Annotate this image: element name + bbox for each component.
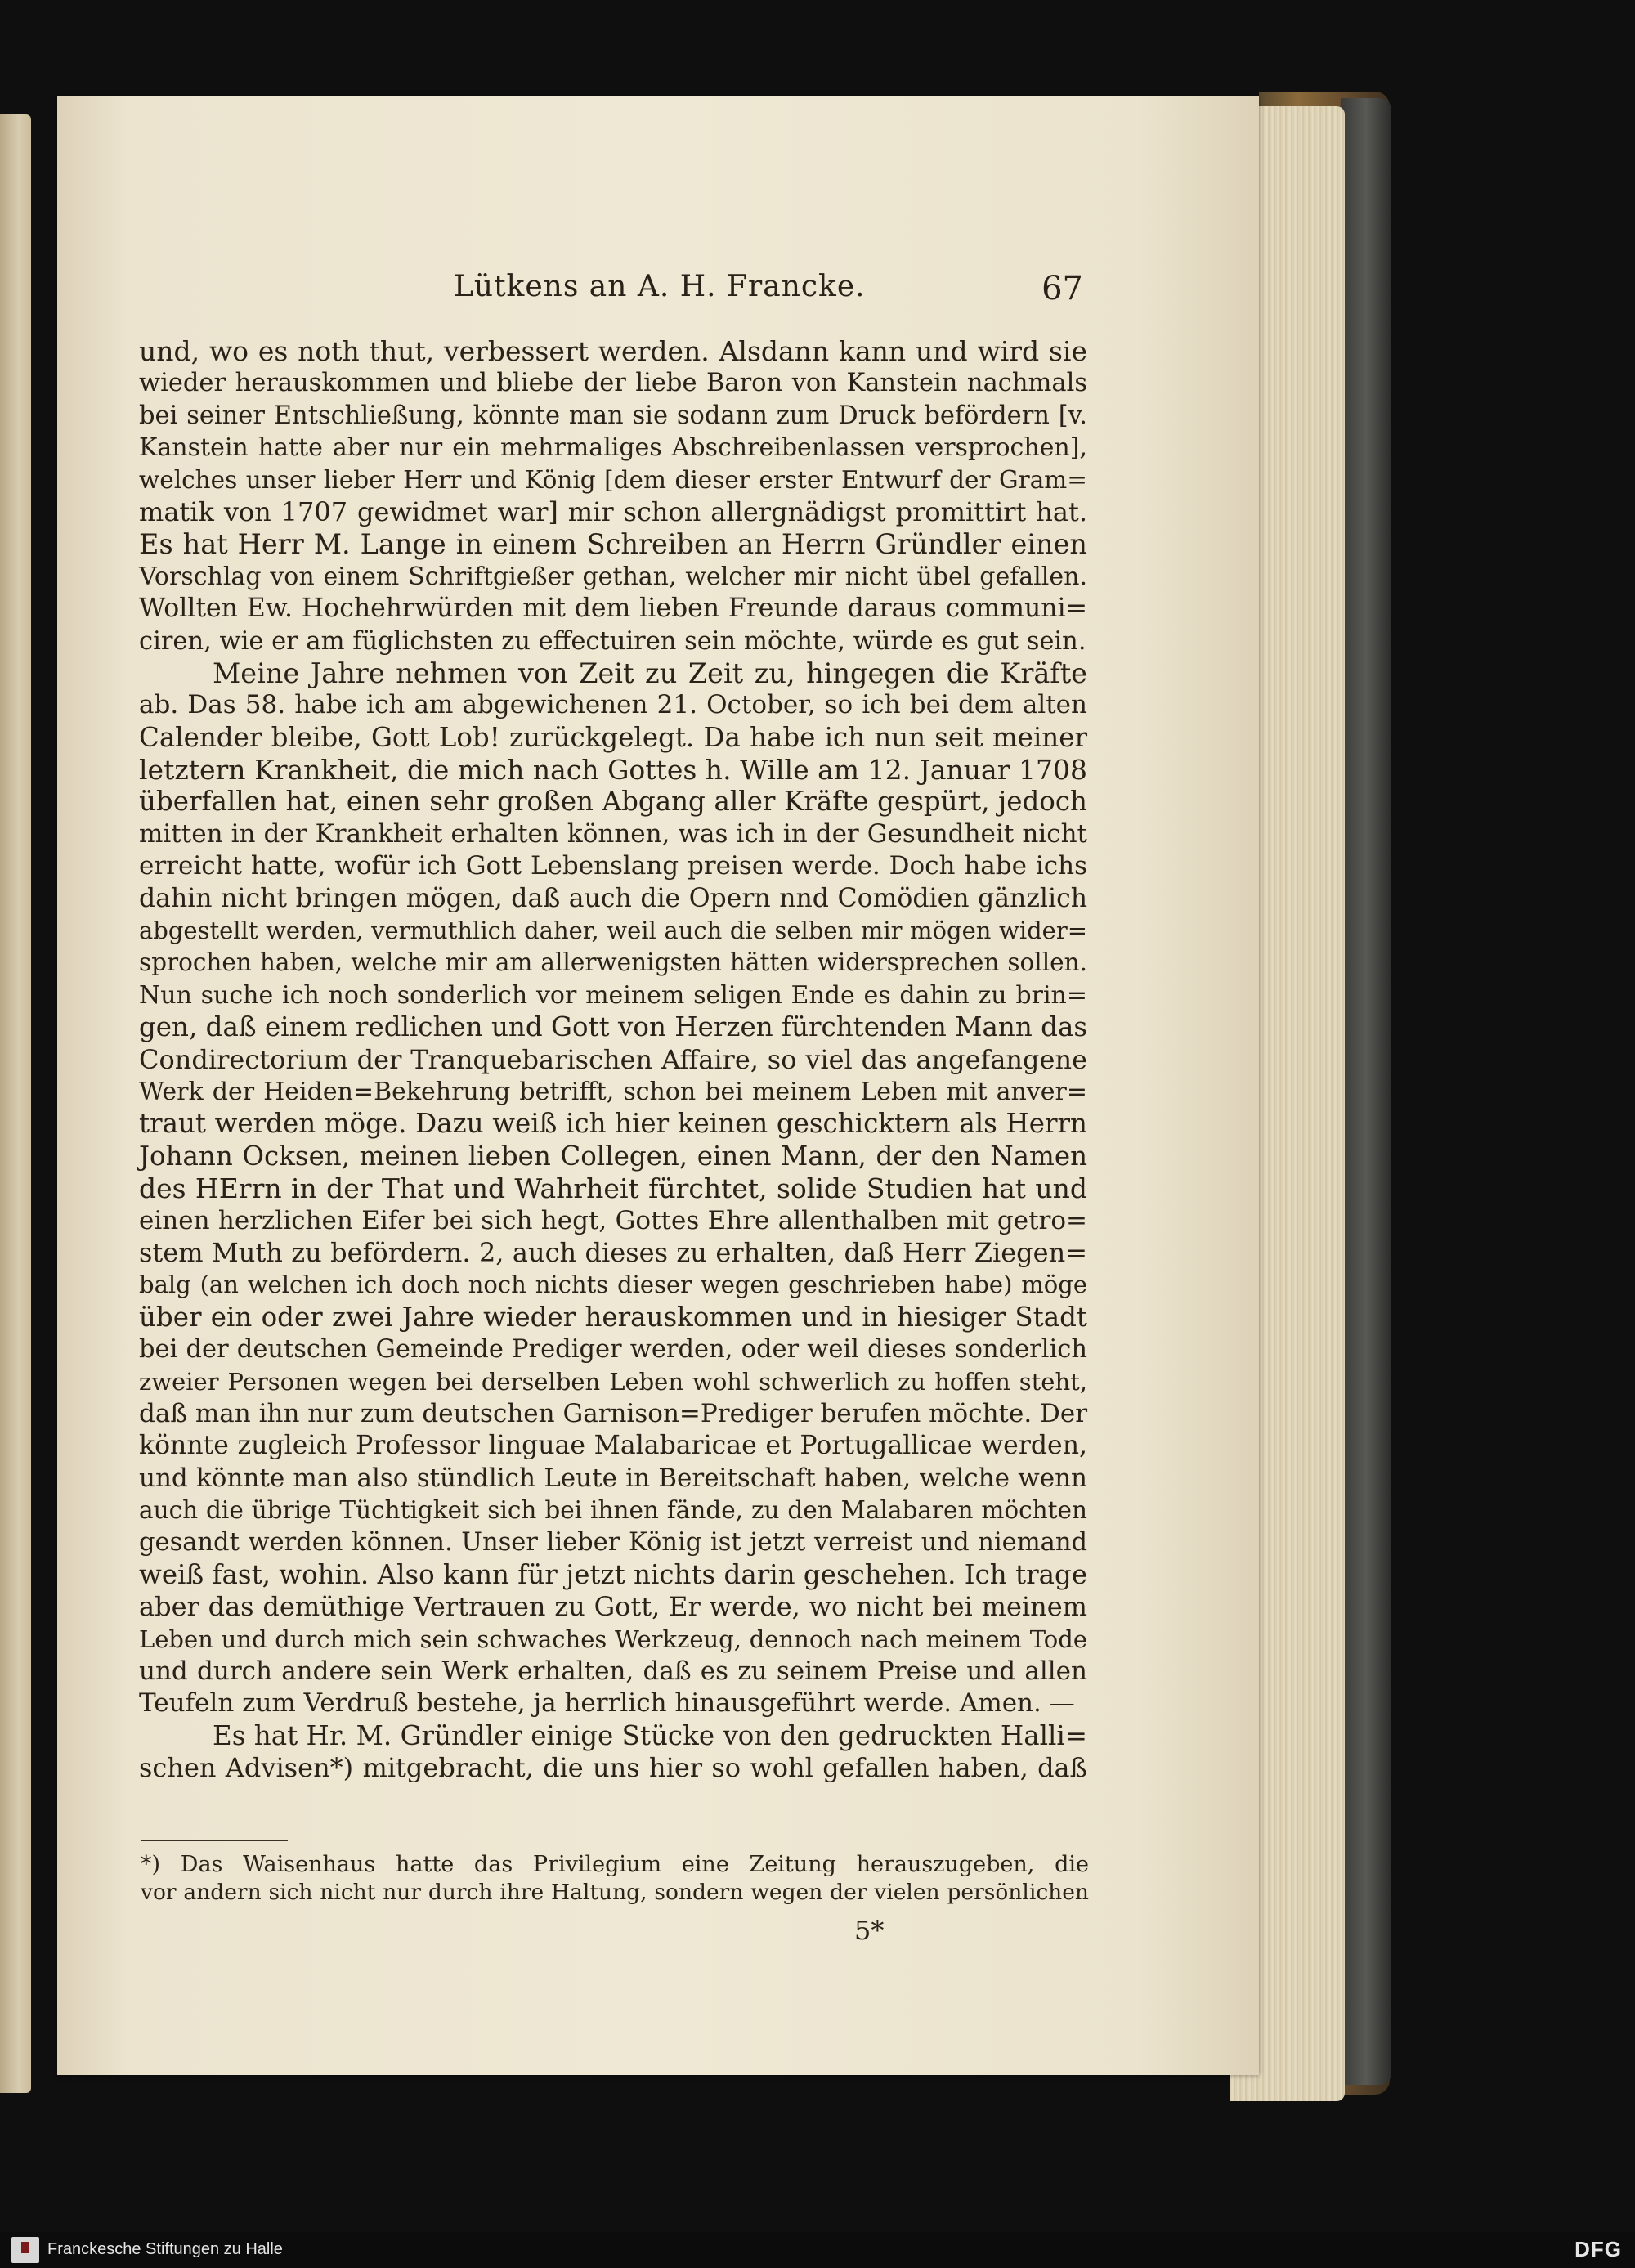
text-line: traut werden möge. Dazu weiß ich hier keinen geschicktern als Herrn bbox=[139, 1108, 1087, 1140]
text-line: bei seiner Entschließung, könnte man sie sodann zum Druck befördern [v. bbox=[139, 401, 1087, 430]
text-line: einen herzlichen Eifer bei sich hegt, Gottes Ehre allenthalben mit getro= bbox=[139, 1205, 1087, 1235]
text-line: matik von 1707 gewidmet war] mir schon allergnädigst promittirt hat. bbox=[139, 495, 1087, 527]
text-line: und durch andere sein Werk erhalten, daß es zu seinem Preise und allen bbox=[139, 1656, 1087, 1687]
text-line: überfallen hat, einen sehr großen Abgang aller Kräfte gespürt, jedoch bbox=[139, 786, 1087, 818]
signature-mark: 5* bbox=[854, 1915, 885, 1946]
footnote-line: *) Das Waisenhaus hatte das Privilegium eine Zeitung herauszugeben, die bbox=[141, 1852, 1089, 1877]
text-line: Johann Ocksen, meinen lieben Collegen, einen Mann, der den Namen bbox=[139, 1140, 1087, 1172]
text-line: letztern Krankheit, die mich nach Gottes h. Wille am 12. Januar 1708 bbox=[139, 754, 1087, 787]
text-line: ciren, wie er am füglichsten zu effectuiren sein möchte, würde es gut sein. bbox=[139, 626, 1086, 656]
page-number: 67 bbox=[1041, 270, 1083, 307]
text-line: Calender bleibe, Gott Lob! zurückgelegt. Da habe ich nun seit meiner bbox=[139, 721, 1087, 753]
institution-label: Franckesche Stiftungen zu Halle bbox=[47, 2240, 283, 2258]
text-line: Es hat Hr. M. Gründler einige Stücke von den gedruckten Halli= bbox=[213, 1719, 1087, 1751]
text-line: dahin nicht bringen mögen, daß auch die Opern nnd Comödien gänzlich bbox=[139, 883, 1087, 913]
text-line: balg (an welchen ich doch noch nichts dieser wegen geschrieben habe) möge bbox=[139, 1271, 1087, 1299]
text-line: auch die übrige Tüchtigkeit sich bei ihnen fände, zu den Malabaren möchten bbox=[139, 1496, 1087, 1525]
running-title: Lütkens an A. H. Francke. bbox=[454, 270, 866, 303]
text-line: ab. Das 58. habe ich am abgewichenen 21. October, so ich bei dem alten bbox=[139, 690, 1087, 720]
text-line: und, wo es noth thut, verbessert werden. Alsdann kann und wird sie bbox=[139, 335, 1087, 367]
viewer-footer bbox=[0, 2232, 1635, 2268]
text-line: Meine Jahre nehmen von Zeit zu Zeit zu, hingegen die Kräfte bbox=[213, 657, 1087, 689]
text-line: gen, daß einem redlichen und Gott von Herzen fürchtenden Mann das bbox=[139, 1011, 1087, 1043]
text-line: Wollten Ew. Hochehrwürden mit dem lieben Freunde daraus communi= bbox=[139, 594, 1087, 624]
dfg-logo: DFG bbox=[1575, 2237, 1622, 2261]
text-line: schen Advisen*) mitgebracht, die uns hier so wohl gefallen haben, daß bbox=[139, 1752, 1087, 1784]
text-line: könnte zugleich Professor linguae Malabaricae et Portugallicae werden, bbox=[139, 1431, 1087, 1461]
body-text bbox=[139, 335, 1087, 1785]
footnote bbox=[141, 1851, 1089, 1907]
text-line: Vorschlag von einem Schriftgießer gethan, welcher mir nicht übel gefallen. bbox=[139, 562, 1087, 591]
text-line: Teufeln zum Verdruß bestehe, ja herrlich hinausgeführt werde. Amen. — bbox=[139, 1688, 1075, 1719]
text-line: erreicht hatte, wofür ich Gott Lebenslang preisen werde. Doch habe ichs bbox=[139, 851, 1087, 881]
text-line: Condirectorium der Tranquebarischen Affaire, so viel das angefangene bbox=[139, 1043, 1087, 1075]
text-line: sprochen haben, welche mir am allerwenigsten hätten widersprechen sollen. bbox=[139, 948, 1087, 977]
text-line: des HErrn in der That und Wahrheit fürchtet, solide Studien hat und bbox=[139, 1172, 1087, 1205]
text-line: und könnte man also stündlich Leute in Bereitschaft haben, welche wenn bbox=[139, 1463, 1087, 1493]
page-header bbox=[143, 263, 1083, 312]
text-line: über ein oder zwei Jahre wieder herauskommen und in hiesiger Stadt bbox=[139, 1301, 1087, 1333]
text-line: mitten in der Krankheit erhalten können, was ich in der Gesundheit nicht bbox=[139, 818, 1087, 849]
text-line: aber das demüthige Vertrauen zu Gott, Er werde, wo nicht bei meinem bbox=[139, 1591, 1087, 1623]
text-line: abgestellt werden, vermuthlich daher, weil auch die selben mir mögen wider= bbox=[139, 917, 1087, 945]
text-line: Es hat Herr M. Lange in einem Schreiben an Herrn Gründler einen bbox=[139, 528, 1087, 561]
text-line: stem Muth zu befördern. 2, auch dieses zu erhalten, daß Herr Ziegen= bbox=[139, 1236, 1087, 1268]
text-line: daß man ihn nur zum deutschen Garnison=Prediger berufen möchte. Der bbox=[139, 1398, 1088, 1428]
footnote-divider bbox=[141, 1840, 288, 1841]
text-line: Nun suche ich noch sonderlich vor meinem seligen Ende es dahin zu brin= bbox=[139, 980, 1087, 1010]
text-line: Kanstein hatte aber nur ein mehrmaliges Abschreibenlassen versprochen], bbox=[139, 433, 1087, 463]
text-line: Werk der Heiden=Bekehrung betrifft, schon bei meinem Leben mit anver= bbox=[139, 1077, 1087, 1106]
book-spine-edge bbox=[1341, 98, 1391, 2085]
text-line: Leben und durch mich sein schwaches Werkzeug, dennoch nach meinem Tode bbox=[139, 1625, 1087, 1653]
text-line: zweier Personen wegen bei derselben Leben wohl schwerlich zu hoffen steht, bbox=[139, 1367, 1087, 1396]
text-line: welches unser lieber Herr und König [dem dieser erster Entwurf der Gram= bbox=[139, 465, 1087, 494]
text-line: wieder herauskommen und bliebe der liebe Baron von Kanstein nachmals bbox=[139, 369, 1087, 398]
text-line: bei der deutschen Gemeinde Prediger werden, oder weil dieses sonderlich bbox=[139, 1335, 1087, 1365]
facing-page-edge bbox=[0, 114, 31, 2093]
text-line: gesandt werden können. Unser lieber König ist jetzt verreist und niemand bbox=[139, 1528, 1087, 1558]
footnote-line: vor andern sich nicht nur durch ihre Haltung, sondern wegen der vielen persönlichen bbox=[141, 1880, 1089, 1905]
institution-logo-icon bbox=[11, 2237, 39, 2263]
text-line: weiß fast, wohin. Also kann für jetzt nichts darin geschehen. Ich trage bbox=[139, 1558, 1088, 1590]
